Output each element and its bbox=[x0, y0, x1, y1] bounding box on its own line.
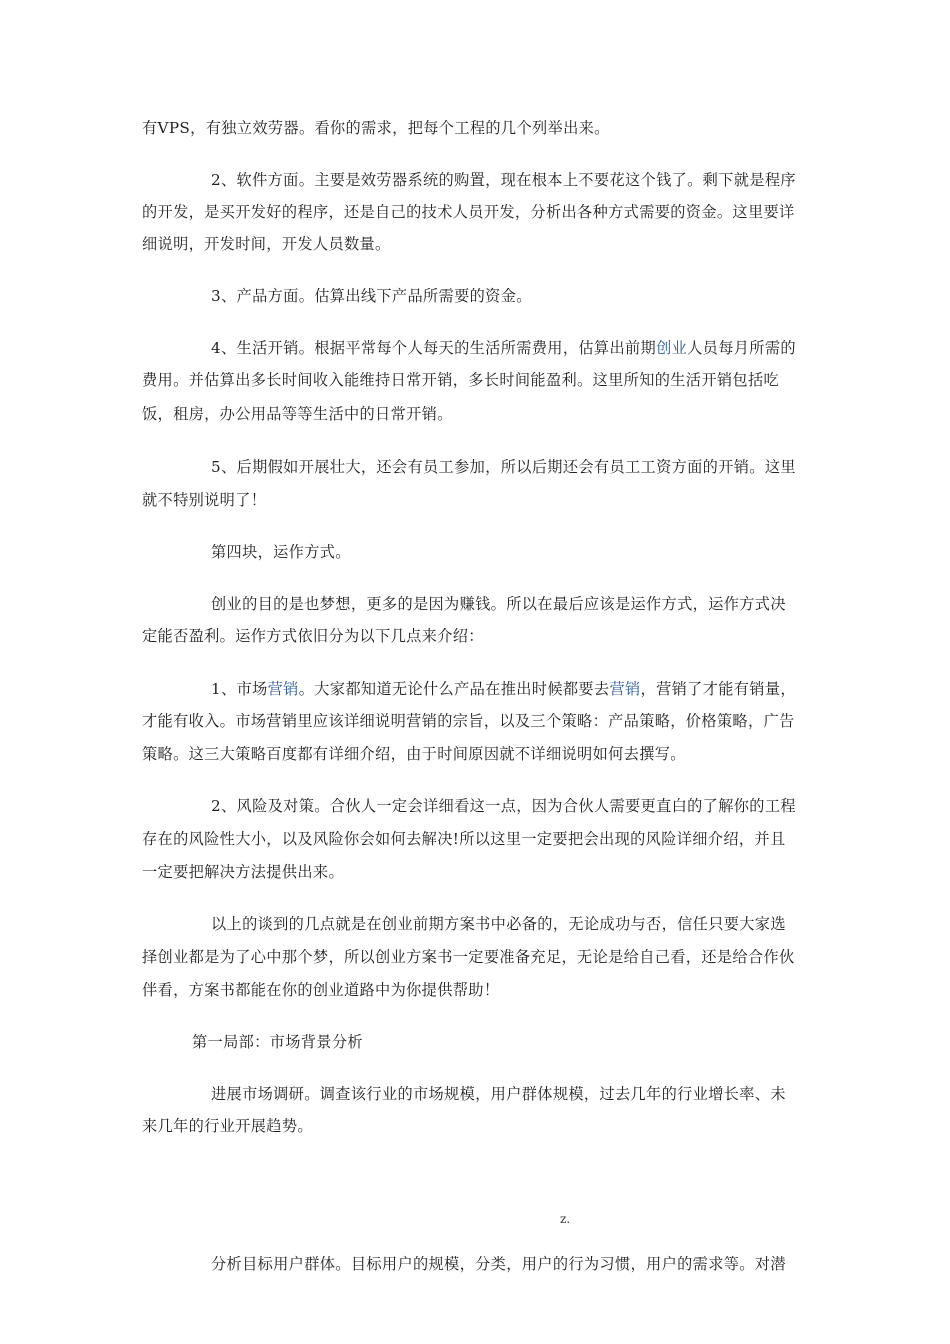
text-line: 伴看，方案书都能在你的创业道路中为你提供帮助！ bbox=[142, 981, 500, 999]
text-line: 存在的风险性大小，以及风险你会如何去解决!所以这里一定要把会出现的风险详细介绍，并且 bbox=[142, 830, 786, 848]
text-line: 2、风险及对策。合伙人一定会详细看这一点，因为合伙人需要更直白的了解你的工程 bbox=[211, 797, 796, 815]
link-marketing[interactable]: 营销 bbox=[267, 680, 299, 698]
link-entrepreneurship[interactable]: 创业 bbox=[656, 339, 688, 357]
text-line bbox=[211, 338, 891, 358]
text-line: 创业的目的是也梦想，更多的是因为赚钱。所以在最后应该是运作方式，运作方式决 bbox=[211, 595, 786, 613]
text-line: 费用。并估算出多长时间收入能维持日常开销，多长时间能盈利。这里所知的生活开销包括吃 bbox=[142, 371, 780, 389]
text-line bbox=[211, 679, 891, 699]
link-marketing[interactable]: 营销 bbox=[609, 680, 641, 698]
text-line: 定能否盈利。运作方式依旧分为以下几点来介绍： bbox=[142, 627, 484, 645]
text-line: 一定要把解决方法提供出来。 bbox=[142, 863, 344, 881]
text-line: 以上的谈到的几点就是在创业前期方案书中必备的，无论成功与否，信任只要大家选 bbox=[211, 915, 786, 933]
text-line: 5、后期假如开展壮大，还会有员工参加，所以后期还会有员工工资方面的开销。这里 bbox=[211, 458, 796, 476]
text-line: 择创业都是为了心中那个梦，所以创业方案书一定要准备充足，无论是给自己看，还是给合作伙 bbox=[142, 948, 795, 966]
text-line: 就不特别说明了！ bbox=[142, 491, 267, 509]
text-segment: 4、生活开销。根据平常每个人每天的生活所需费用，估算出前期 bbox=[211, 339, 657, 357]
text-line: 3、产品方面。估算出线下产品所需要的资金。 bbox=[211, 287, 532, 305]
text-line: 饭，租房，办公用品等等生活中的日常开销。 bbox=[142, 405, 453, 423]
text-segment: 。大家都知道无论什么产品在推出时候都要去 bbox=[298, 680, 610, 698]
text-line: 来几年的行业开展趋势。 bbox=[142, 1117, 313, 1135]
text-line: 2、软件方面。主要是效劳器系统的购置，现在根本上不要花这个钱了。剩下就是程序 bbox=[211, 171, 796, 189]
text-line: 进展市场调研。调查该行业的市场规模，用户群体规模，过去几年的行业增长率、未 bbox=[211, 1085, 786, 1103]
text-line: 有VPS，有独立效劳器。看你的需求，把每个工程的几个列举出来。 bbox=[142, 119, 610, 137]
text-line: 分析目标用户群体。目标用户的规模，分类，用户的行为习惯，用户的需求等。对潜 bbox=[211, 1255, 786, 1273]
section-heading: 第一局部：市场背景分析 bbox=[192, 1033, 363, 1051]
text-segment: 人员每月所需的 bbox=[687, 339, 796, 357]
text-line: 细说明，开发时间，开发人员数量。 bbox=[142, 235, 391, 253]
text-segment: ，营销了才能有销量， bbox=[640, 680, 796, 698]
text-line: 才能有收入。市场营销里应该详细说明营销的宗旨，以及三个策略：产品策略，价格策略，广告 bbox=[142, 712, 795, 730]
section-heading: 第四块，运作方式。 bbox=[211, 543, 351, 561]
text-segment: 1、市场 bbox=[211, 680, 268, 698]
text-line: 的开发，是买开发好的程序，还是自己的技术人员开发，分析出各种方式需要的资金。这里要详 bbox=[142, 203, 795, 221]
page-footer-mark: z. bbox=[560, 1212, 571, 1226]
text-line: 策略。这三大策略百度都有详细介绍，由于时间原因就不详细说明如何去撰写。 bbox=[142, 745, 686, 763]
